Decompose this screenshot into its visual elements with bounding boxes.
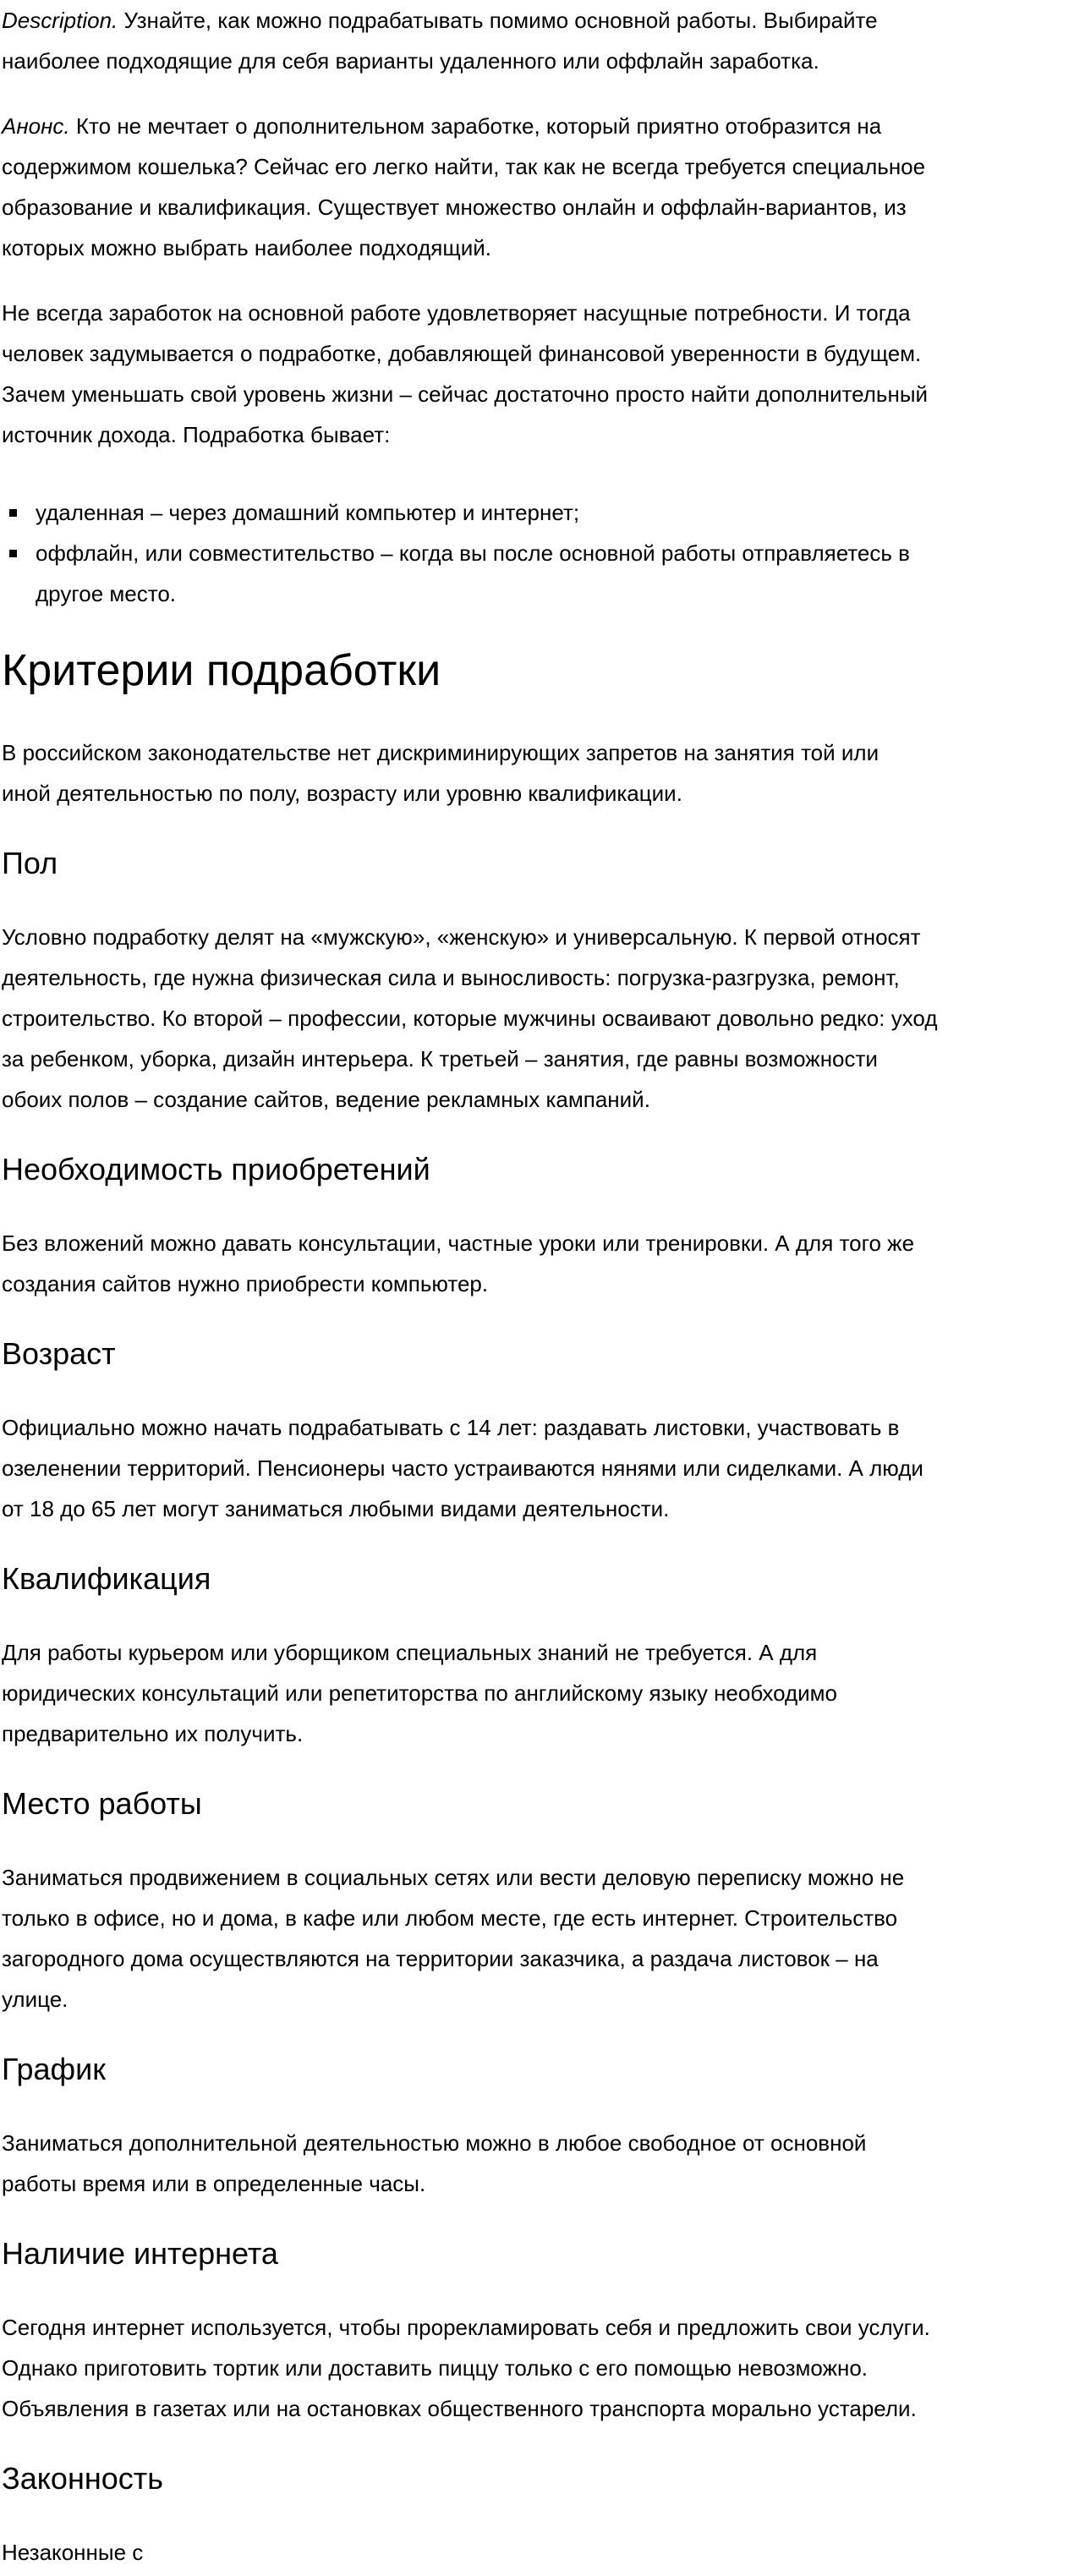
list-item-text: удаленная – через домашний компьютер и интернет; xyxy=(36,500,580,525)
section-heading-legality: Законность xyxy=(2,2461,163,2496)
section-paragraph-schedule: Заниматься дополнительной деятельностью можно в любое свободное от основной работы время или в определенные часы. xyxy=(2,2130,867,2196)
bullet-square-icon xyxy=(9,509,17,517)
announce-label: Анонс. xyxy=(2,113,70,139)
section-heading-age: Возраст xyxy=(2,1336,116,1371)
section-paragraph-gender: Условно подработку делят на «мужскую», «женскую» и универсальную. К первой относят деятельность, где нужна физическая сила и выносливость: погрузка-разгрузка, ремонт, строительство. Ко второй – профессии, которые мужчины осваивают довольно редко: уход за ребенком, уборка, дизайн интерьера. К третьей – занятия, где равны возможности обоих полов – создание сайтов, ведение рекламных кампаний. xyxy=(2,924,938,1112)
description-label: Description. xyxy=(2,8,118,33)
list-item-text: оффлайн, или совместительство – когда вы после основной работы отправляетесь в другое место. xyxy=(36,540,910,606)
section-paragraph-workplace: Заниматься продвижением в социальных сетях или вести деловую переписку можно не только в офисе, но и дома, в кафе или любом месте, где есть интернет. Строительство загородного дома осуществляются на территории заказчика, а раздача листовок – на улице. xyxy=(2,1865,905,2012)
bullet-square-icon xyxy=(9,550,17,557)
section-heading-internet: Наличие интернета xyxy=(2,2236,278,2271)
section-heading-workplace: Место работы xyxy=(2,1786,202,1821)
section-heading-qualification: Квалификация xyxy=(2,1561,211,1596)
section-paragraph-qualification: Для работы курьером или уборщиком специальных знаний не требуется. А для юридических консультаций или репетиторства по английскому языку необходимо предварительно их получить. xyxy=(2,1640,837,1746)
section-paragraph-age: Официально можно начать подрабатывать с 14 лет: раздавать листовки, участвовать в озеленении территорий. Пенсионеры часто устраиваются нянями или сиделками. А люди от 18 до 65 лет могут заниматься любыми видами деятельности. xyxy=(2,1415,923,1521)
list-item xyxy=(2,492,1062,533)
section-paragraph-legality: Незаконные с xyxy=(2,2540,144,2565)
section-heading-purchases: Необходимость приобретений xyxy=(2,1152,430,1187)
section-heading-gender: Пол xyxy=(2,846,58,880)
article-title: Критерии подработки xyxy=(2,646,441,695)
announce-paragraph xyxy=(2,106,1062,268)
list-item xyxy=(2,533,1062,614)
job-type-list xyxy=(2,492,1062,614)
announce-text: Кто не мечтает о дополнительном заработке, который приятно отобразится на содержимом кошелька? Сейчас его легко найти, так как не всегда требуется специальное образование и квалификация. Существует множество онлайн и оффлайн-вариантов, из которых можно выбрать наиболее подходящий. xyxy=(2,113,926,260)
section-heading-schedule: График xyxy=(2,2052,106,2086)
section-paragraph-purchases: Без вложений можно давать консультации, частные уроки или тренировки. А для того же создания сайтов нужно приобрести компьютер. xyxy=(2,1230,915,1296)
description-paragraph xyxy=(2,0,1062,81)
lead-paragraph: Не всегда заработок на основной работе удовлетворяет насущные потребности. И тогда человек задумывается о подработке, добавляющей финансовой уверенности в будущем. Зачем уменьшать свой уровень жизни – сейчас достаточно просто найти дополнительный источник дохода. Подработка бывает: xyxy=(2,300,929,447)
section-paragraph-internet: Сегодня интернет используется, чтобы прорекламировать себя и предложить свои услуги. Однако приготовить тортик или доставить пиццу только с его помощью невозможно. Объявления в газетах или на остановках общественного транспорта морально устарели. xyxy=(2,2315,930,2421)
after-title-paragraph: В российском законодательстве нет дискриминирующих запретов на занятия той или иной деятельностью по полу, возрасту или уровню квалификации. xyxy=(2,740,879,806)
description-text: Узнайте, как можно подрабатывать помимо основной работы. Выбирайте наиболее подходящие для себя варианты удаленного или оффлайн заработка. xyxy=(2,8,878,74)
